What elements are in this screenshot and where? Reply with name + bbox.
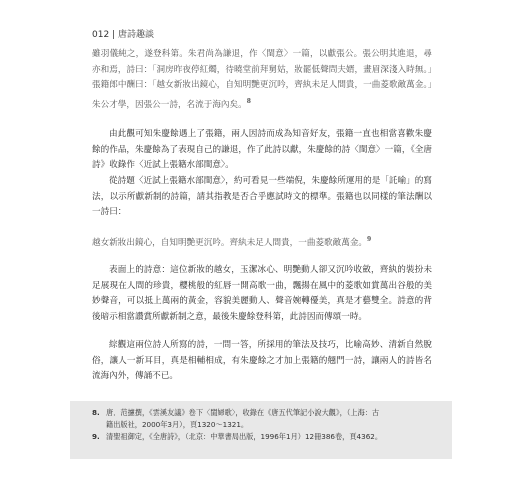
footnote-9 xyxy=(92,431,440,443)
footnote-ref-9: 9 xyxy=(367,236,372,243)
footnote-ref-8: 8 xyxy=(246,97,251,105)
quote-block-1 xyxy=(92,47,432,113)
quote-block-1-text: 雖羽儀純之，遂登科第。朱君尚為謙退，作〈閨意〉一篇，以獻張公。張公明其進退，尋亦和焉，詩曰：「洞房昨夜停紅燭，待曉堂前拜舅姑，妝罷低聲問夫婿，畫眉深淺入時無。」張籍郎中酬曰：「越女新妝出鏡心，自知明艷更沉吟，齊紈未足人間貴，一曲菱歌敵萬金。」朱公才學，因張公一詩，名流于海內矣。 xyxy=(92,49,432,110)
footnote-text: 清聖祖御定，《全唐詩》，（北京：中華書局出版，1996年1月）12冊386卷，頁4362。 xyxy=(106,432,383,441)
book-title: 唐詩趣談 xyxy=(117,30,154,40)
header-separator: | xyxy=(112,30,116,40)
footnote-text: 唐．范攄撰，《雲溪友議》卷下〈閨婦歌〉，收錄在《唐五代筆記小說大觀》，（上海：古 xyxy=(106,408,380,417)
footnote-8-continuation: 籍出版社，2000年3月），頁1320～1321。 xyxy=(106,420,249,429)
footnote-number: 8. xyxy=(92,408,100,417)
paragraph-4: 綜觀這兩位詩人所寫的詩，一問一答，所採用的筆法及技巧，比喻高妙、清新自然脫俗，讓人一新耳目，真是相輔相成，有朱慶餘之才加上張籍的翹門一詩，讓兩人的詩皆名流海內外，傳誦不已。 xyxy=(92,340,432,381)
page-number: 012 xyxy=(92,30,110,40)
paragraph-1: 由此觀可知朱慶餘遇上了張籍，兩人因詩而成為知音好友，張籍一直也相當喜歡朱慶餘的作品，朱慶餘為了表現自己的謙退，作了此詩以獻，朱慶餘的詩〈閨意〉一篇，《全唐詩》收錄作〈近試上張籍水部閨意〉。 xyxy=(92,129,432,170)
footnote-8 xyxy=(92,407,440,419)
page-header xyxy=(92,27,154,40)
footnotes-box xyxy=(70,401,452,459)
quote-block-2-text: 越女新妝出鏡心，自知明艷更沉吟。齊紈未足人間貴，一曲菱歌敵萬金。 xyxy=(92,237,368,248)
paragraph-3: 表面上的詩意：這位新妝的越女，玉潔冰心、明艷動人卻又沉吟收斂，齊紈的裝扮未足展現在人間的珍貴，櫻桃般的紅唇一開高歌一曲，飄揚在風中的菱歌如賞萬出谷般的美妙聲音，可以抵上萬兩的黃金，容貌美麗動人、聲音婉轉優美，真是才藝雙全。詩意的背後暗示相當讚賞所獻新制之意，最後朱慶餘登科第，此詩因而傳頌一時。 xyxy=(92,265,432,322)
quote-block-2 xyxy=(92,232,432,251)
paragraph-2: 從詩題〈近試上張籍水部閨意〉，約可看見一些端倪，朱慶餘所運用的是「託喻」的寫法，以示所獻新制的詩篇，請其指教是否合乎應試時文的標準。張籍也以同樣的筆法酬以一詩曰： xyxy=(92,176,432,217)
footnote-number: 9. xyxy=(92,432,100,441)
